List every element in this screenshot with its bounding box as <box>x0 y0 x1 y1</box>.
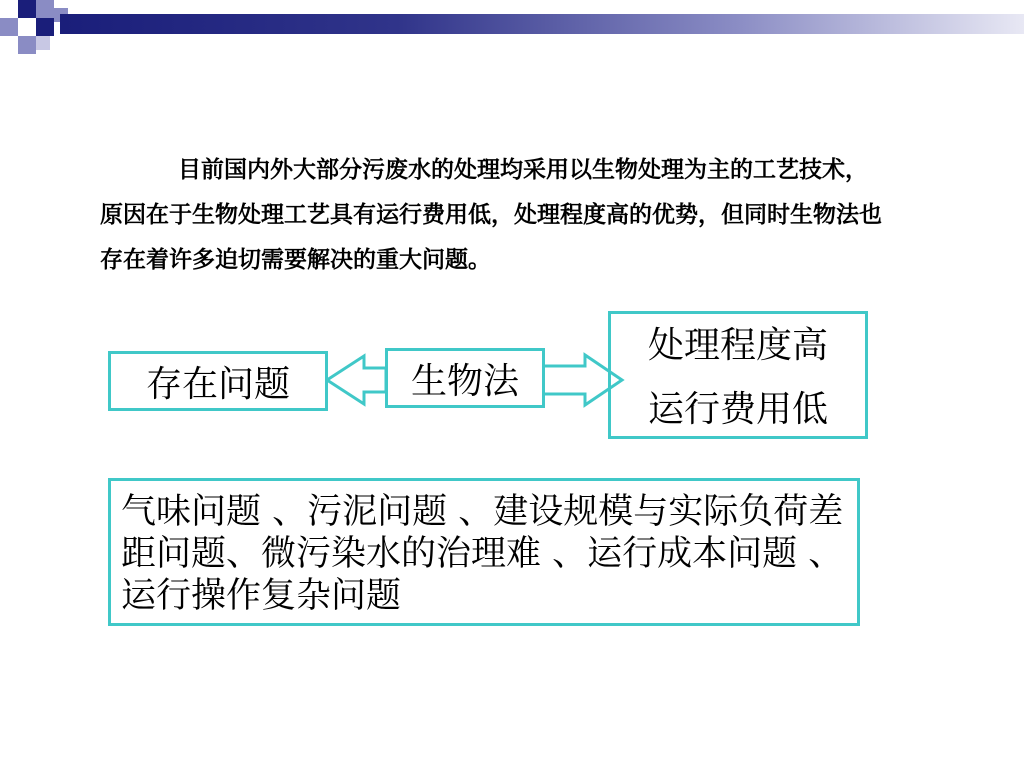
problem-box <box>108 351 328 411</box>
center-label: 生物法 <box>410 360 519 402</box>
advantage-item: 运行费用低 <box>647 389 828 430</box>
advantages-box <box>608 311 868 439</box>
problems-list-box <box>108 478 860 626</box>
intro-text: 目前国内外大部分污废水的处理均采用以生物处理为主的工艺技术，原因在于生物处理工艺具有运行费用低，处理程度高的优势，但同时生物法也存在着许多迫切需要解决的重大问题。 <box>100 157 882 273</box>
problems-text: 气味问题 、污泥问题 、建设规模与实际负荷差距问题、微污染水的治理难 、运行成本问题 、运行操作复杂问题 <box>121 492 844 616</box>
biological-method-box <box>385 348 545 408</box>
problem-label: 存在问题 <box>145 363 290 405</box>
double-arrow-shape <box>327 356 386 404</box>
advantage-item: 处理程度高 <box>647 325 828 366</box>
